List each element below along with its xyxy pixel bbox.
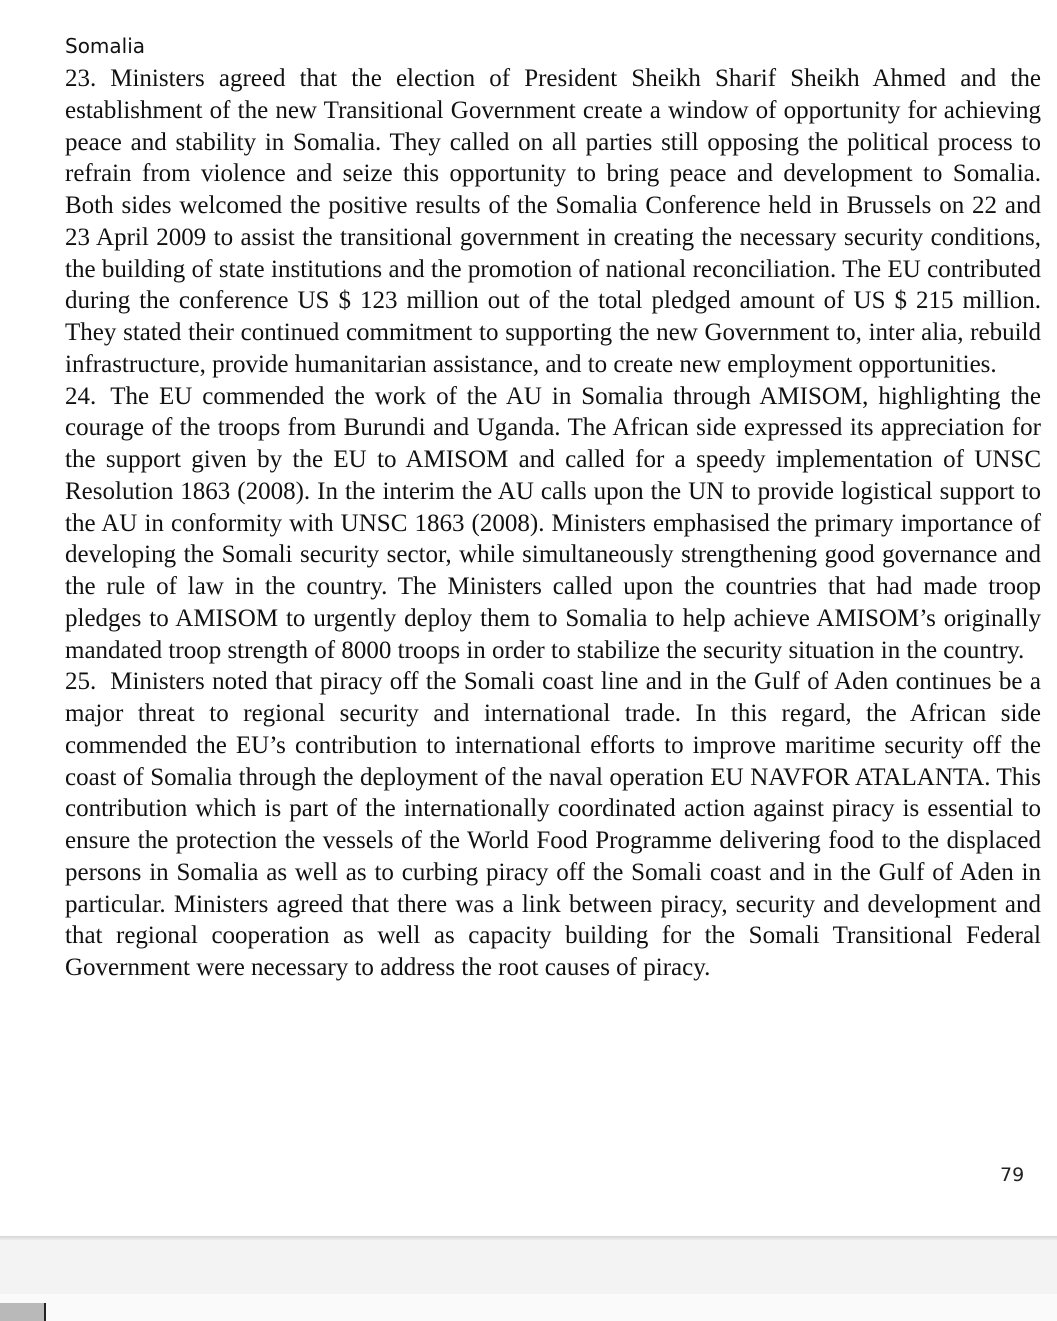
paragraph-25 (65, 666, 1041, 984)
paragraph-number: 23. (65, 65, 97, 92)
paragraph-text: The EU commended the work of the AU in Somalia through AMISOM, highlighting the courage of the troops from Burundi and Uganda. The African side expressed its appreciation for the support given by the EU to AMISOM and called for a speedy implementation of UNSC Resolution 1863 (2008). In the interim the AU calls upon the UN to provide logistical support to the AU in conformity with UNSC 1863 (2008). Ministers emphasised the primary importance of developing the Somali security sector, while simultaneously strengthening good governance and the rule of law in the country. The Ministers called upon the countries that had made troop pledges to AMISOM to urgently deploy them to Somalia to help achieve AMISOM’s originally mandated troop strength of 8000 troops in order to stabilize the security situation in the country. (65, 382, 1041, 664)
paragraph-24 (65, 381, 1041, 667)
paragraph-23 (65, 63, 1041, 381)
section-heading: Somalia (65, 34, 146, 58)
paragraph-number: 24. (65, 382, 97, 410)
paragraph-text: Ministers noted that piracy off the Somali coast line and in the Gulf of Aden continues be a major threat to regional security and international trade. In this regard, the African side commended the EU’s contribution to international efforts to improve maritime security off the coast of Somalia through the deployment of the naval operation EU NAVFOR ATALANTA. This contribution which is part of the internationally coordinated action against piracy is essential to ensure the protection the vessels of the World Food Programme delivering food to the displaced persons in Somalia as well as to curbing piracy off the Somali coast and in the Gulf of Aden in particular. Ministers agreed that there was a link between piracy, security and development and that regional cooperation as well as capacity building for the Somali Transitional Federal Government were necessary to address the root causes of piracy. (65, 668, 1041, 981)
page-number: 79 (1000, 1164, 1025, 1186)
body-text (65, 63, 1041, 984)
text-cursor-icon (44, 1303, 46, 1321)
viewer-footer-strip (0, 1294, 1057, 1321)
paragraph-number: 25. (65, 668, 97, 696)
horizontal-scroll-thumb[interactable] (0, 1303, 44, 1321)
paragraph-text: Ministers agreed that the election of President Sheikh Sharif Sheikh Ahmed and the establishment of the new Transitional Government create a window of opportunity for achieving peace and stability in Somalia. They called on all parties still opposing the political process to refrain from violence and seize this opportunity to bring peace and development to Somalia. Both sides welcomed the positive results of the Somalia Conference held in Brussels on 22 and 23 April 2009 to assist the transitional government in creating the necessary security conditions, the building of state institutions and the promotion of national reconciliation. The EU contributed during the conference US $ 123 million out of the total pledged amount of US $ 215 million. They stated their continued commitment to supporting the new Government to, inter alia, rebuild infrastructure, provide humanitarian assistance, and to create new employment opportunities. (65, 65, 1041, 378)
